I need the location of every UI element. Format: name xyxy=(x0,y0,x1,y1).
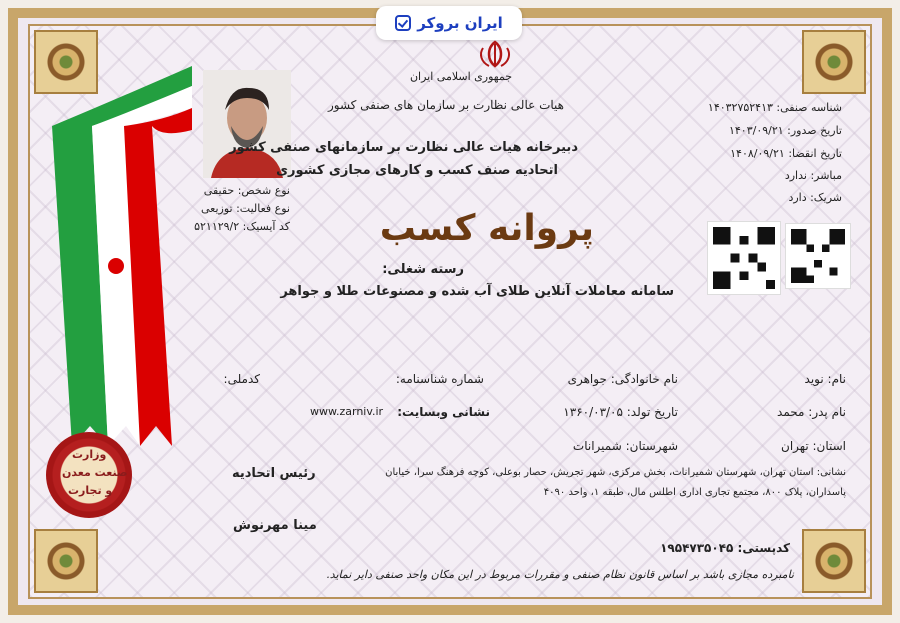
expiry-date: تاریخ انقضا: ۱۴۰۸/۰۹/۲۱ xyxy=(730,147,842,160)
corner-ornament-icon xyxy=(34,529,98,593)
seal-line1: وزارت xyxy=(72,448,107,461)
national-code: کدملی: xyxy=(223,372,260,386)
manager: مباشر: ندارد xyxy=(784,169,842,182)
header-secretariat: دبیرخانه هیات عالی نظارت بر سازمانهای صنفی کشور xyxy=(229,140,578,155)
header-board: هیات عالی نظارت بر سازمان های صنفی کشور xyxy=(327,98,564,112)
header-union: اتحادیه صنف کسب و کارهای مجازی کشوری xyxy=(276,163,558,178)
header-republic: جمهوری اسلامی ایران xyxy=(409,70,512,83)
field-label: رسته شغلی: xyxy=(382,262,464,277)
activity-type: نوع فعالیت: توزیعی xyxy=(201,202,290,215)
seal-line2: صنعت معدن xyxy=(62,466,128,479)
holder-photo xyxy=(203,70,291,178)
county: شهرستان: شمیرانات xyxy=(572,439,678,453)
address-line2: پاسداران، پلاک ۸۰۰، مجتمع تجاری اداری اطلس مال، طبقه ۱، واحد ۴۰۹۰ xyxy=(543,487,846,498)
holder-name: نام: نوید xyxy=(804,372,846,386)
postal-code: کدپستی: ۱۹۵۴۷۳۵۰۴۵ xyxy=(660,541,790,555)
signature-name: مینا مهرنوش xyxy=(233,518,317,533)
qr-code-2[interactable] xyxy=(786,224,850,288)
field-value: سامانه معاملات آنلاین طلای آب شده و مصنوعات طلا و جواهر xyxy=(280,284,674,299)
birth-date: تاریخ تولد: ۱۳۶۰/۰۳/۰۵ xyxy=(563,405,678,419)
father-name: نام پدر: محمد xyxy=(777,405,846,419)
seal-line3: و تجارت xyxy=(68,484,113,497)
corner-ornament-icon xyxy=(802,529,866,593)
address-line1: نشانی: استان تهران، شهرستان شمیرانات، بخش مرکزی، شهر تجریش، حصار بوعلی، کوچه فرهنگ سرا، خیابان xyxy=(385,467,846,478)
guild-id: شناسه صنفی: ۱۴۰۳۲۷۵۲۴۱۳ xyxy=(707,101,842,114)
qr-code-1[interactable] xyxy=(708,222,780,294)
signature-role: رئیس اتحادیه xyxy=(232,466,316,481)
issue-date: تاریخ صدور: ۱۴۰۳/۰۹/۲۱ xyxy=(728,124,842,137)
flag-ribbon-icon xyxy=(52,66,192,446)
isic-code: کد آیسیک: ۵۲۱۱۲۹/۲ xyxy=(194,220,290,233)
brand-name: ایران بروکر xyxy=(417,14,503,32)
partner: شریک: دارد xyxy=(788,191,842,204)
check-badge-icon xyxy=(395,15,411,31)
footer-note: نامبرده مجازی باشد بر اساس قانون نظام صنفی و مقررات مربوط در این مکان واحد صنفی دایر نماید. xyxy=(326,568,794,581)
website-link[interactable]: www.zarniv.ir xyxy=(310,405,384,418)
holder-family: نام خانوادگی: جواهری xyxy=(567,372,678,386)
corner-ornament-icon xyxy=(802,30,866,94)
id-number: شماره شناسنامه: xyxy=(395,372,484,386)
province: استان: تهران xyxy=(781,439,846,453)
brand-badge[interactable] xyxy=(376,6,522,40)
iran-emblem-icon xyxy=(475,40,515,68)
person-type: نوع شخص: حقیقی xyxy=(203,184,290,197)
page-title: پروانه کسب xyxy=(379,208,594,249)
website-label: نشانی وبسایت: xyxy=(397,405,490,419)
